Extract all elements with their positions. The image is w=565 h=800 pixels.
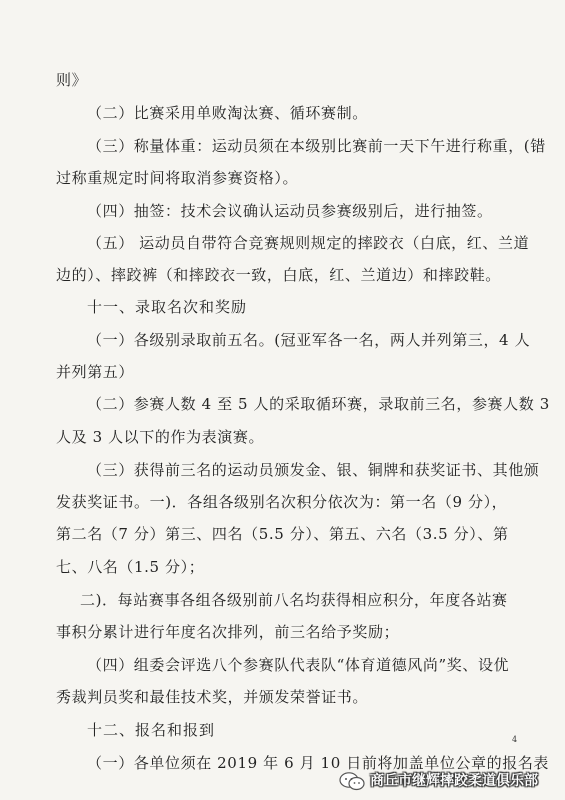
- text-line: 发获奖证书。一)．各组各级别名次积分依次为：第一名（9 分），: [56, 493, 508, 511]
- text-line: （三）称量体重：运动员须在本级别比赛前一天下午进行称重，(错: [87, 137, 546, 155]
- text-line: （二）比赛采用单败淘汰赛、循环赛制。: [87, 104, 368, 122]
- text-line: 则》: [56, 71, 88, 89]
- text-line: 并列第五）: [56, 363, 135, 381]
- section-heading: 十一、录取名次和奖励: [87, 298, 248, 316]
- text-line: 过称重规定时间将取消参赛资格）。: [56, 169, 299, 187]
- text-line: （四）抽签：技术会议确认运动员参赛级别后，进行抽签。: [87, 202, 493, 220]
- wechat-icon: [338, 771, 366, 791]
- text-line: （三）获得前三名的运动员颁发金、银、铜牌和获奖证书、其他颁: [87, 461, 540, 479]
- text-line: （二）参赛人数 4 至 5 人的采取循环赛，录取前三名，参赛人数 3: [87, 395, 550, 413]
- text-line: 人及 3 人以下的作为表演赛。: [56, 428, 265, 446]
- page-number: 4: [512, 735, 518, 744]
- text-line: （一）各级别录取前五名。(冠亚军各一名，两人并列第三，4 人: [87, 331, 531, 349]
- text-line: 事积分累计进行年度名次排列，前三名给予奖励；: [56, 623, 400, 641]
- section-heading: 十二、报名和报到: [87, 721, 216, 739]
- text-line: 七、八名（1.5 分）；: [56, 558, 205, 576]
- watermark: [334, 769, 562, 793]
- text-line: 第二名（7 分）第三、四名（5.5 分）、第五、六名（3.5 分）、第: [56, 525, 509, 543]
- text-line: （四）组委会评选八个参赛队代表队“体育道德风尚”奖、设优: [87, 656, 510, 674]
- text-line: 二)．每站赛事各组各级别前八名均获得相应积分，年度各站赛: [80, 591, 508, 609]
- text-line: （五） 运动员自带符合竞赛规则规定的摔跤衣（白底，红、兰道: [87, 234, 530, 252]
- text-line: 秀裁判员奖和最佳技术奖，并颁发荣誉证书。: [56, 688, 369, 706]
- watermark-text: 商丘市继辉摔跤柔道俱乐部: [370, 773, 538, 789]
- text-line: 边的）、摔跤裤（和摔跤衣一致，白底，红、兰道边）和摔跤鞋。: [56, 266, 501, 284]
- text-line: （一）各单位须在 2019 年 6 月 10 日前将加盖单位公章的报名表: [87, 754, 550, 772]
